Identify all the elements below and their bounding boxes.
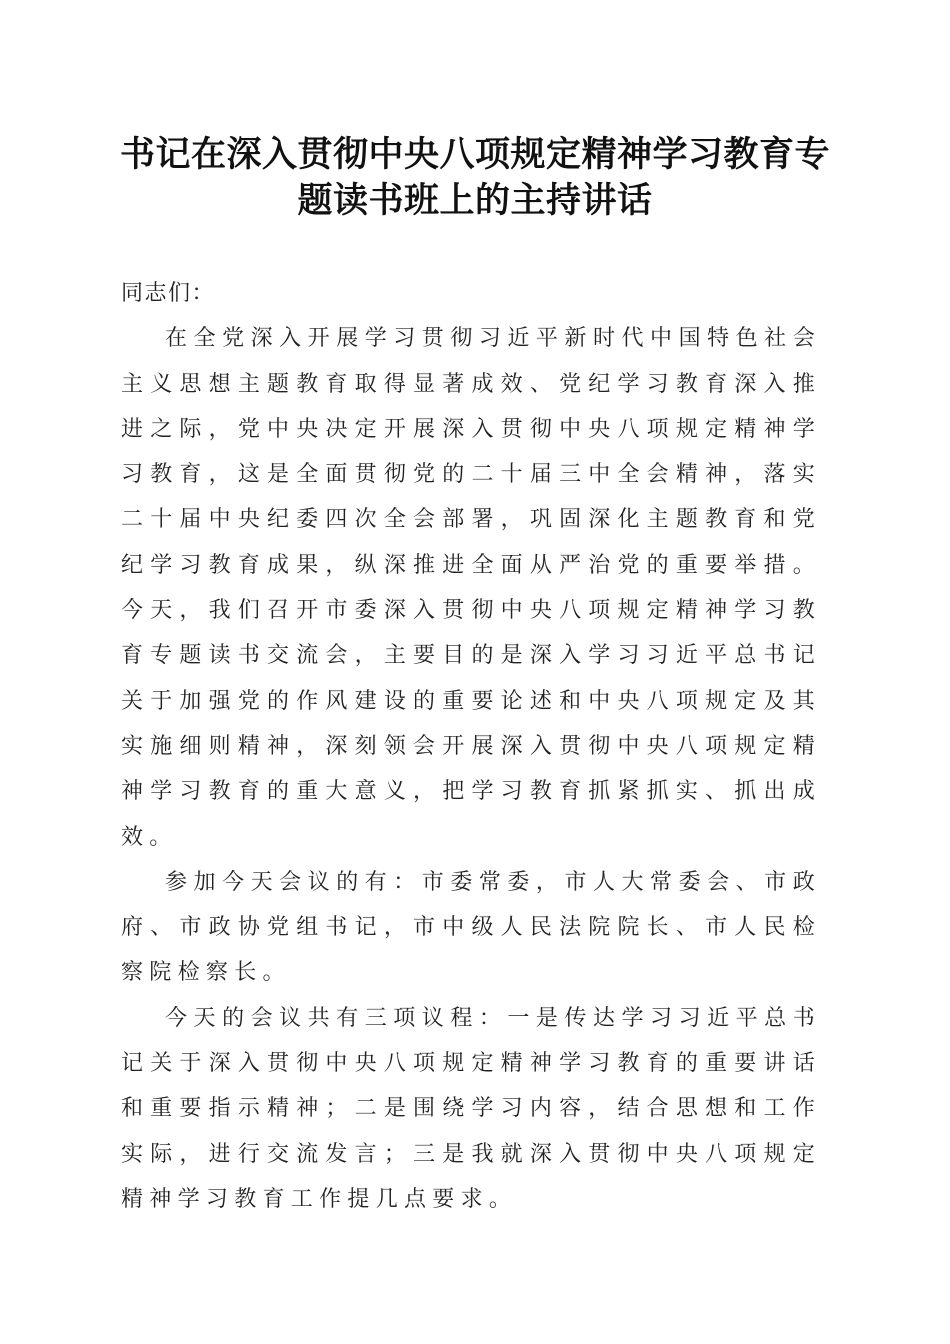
document-body (121, 271, 821, 1222)
document-title (100, 132, 850, 224)
paragraph-intro: 在全党深入开展学习贯彻习近平新时代中国特色社会主义思想主题教育取得显著成效、党纪学习教育深入推进之际，党中央决定开展深入贯彻中央八项规定精神学习教育，这是全面贯彻党的二十届三中全会精神，落实二十届中央纪委四次全会部署，巩固深化主题教育和党纪学习教育成果，纵深推进全面从严治党的重要举措。今天，我们召开市委深入贯彻中央八项规定精神学习教育专题读书交流会，主要目的是深入学习习近平总书记关于加强党的作风建设的重要论述和中央八项规定及其实施细则精神，深刻领会开展深入贯彻中央八项规定精神学习教育的重大意义，把学习教育抓紧抓实、抓出成效。 (121, 326, 821, 850)
paragraph-attendees: 参加今天会议的有：市委常委，市人大常委会、市政府、市政协党组书记，市中级人民法院院长、市人民检察院检察长。 (121, 869, 821, 986)
title-line-2: 题读书班上的主持讲话 (297, 180, 653, 221)
paragraph-agenda: 今天的会议共有三项议程：一是传达学习习近平总书记关于深入贯彻中央八项规定精神学习教育的重要讲话和重要指示精神；二是围绕学习内容，结合思想和工作实际，进行交流发言；三是我就深入贯彻中央八项规定精神学习教育工作提几点要求。 (121, 1005, 821, 1212)
title-line-1: 书记在深入贯彻中央八项规定精神学习教育专 (119, 134, 830, 175)
salutation: 同志们： (121, 281, 216, 306)
